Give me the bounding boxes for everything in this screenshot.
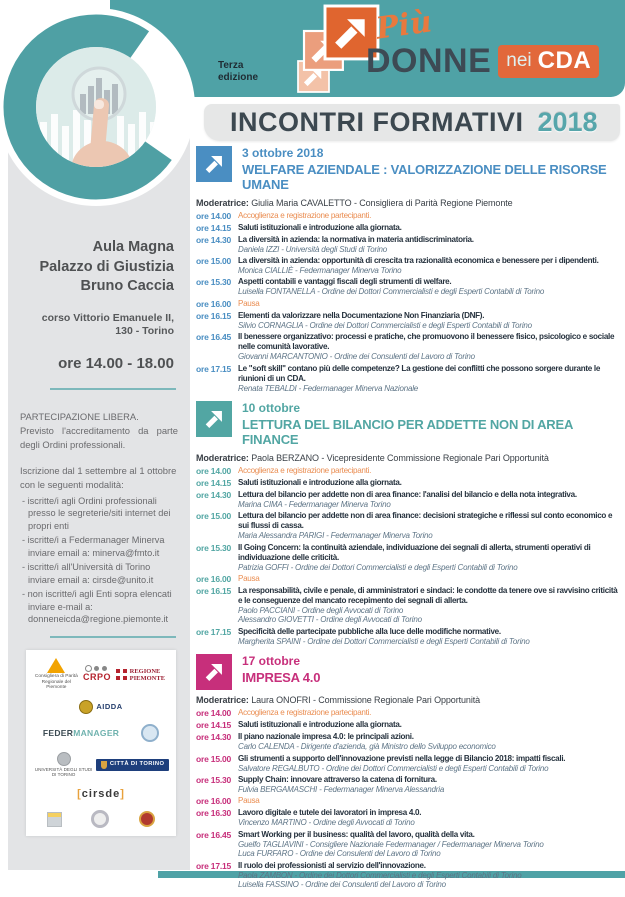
schedule-speakers	[238, 563, 619, 572]
schedule-time: ore 14.00	[196, 465, 232, 476]
schedule-topic: Specificità delle partecipate pubbliche alla luce delle modifiche normative.	[238, 626, 501, 636]
speaker-credit: Daniela IZZI - Università degli Studi di Torino	[238, 244, 388, 254]
speaker-credit: Margherita SPAINI - Ordine dei Dottori Commercialisti e degli Esperti Contabili di Torino	[238, 636, 530, 646]
schedule-time: ore 14.30	[196, 234, 232, 245]
logo-row	[32, 752, 170, 777]
schedule-time: ore 16.30	[196, 808, 232, 819]
session-header	[196, 401, 619, 448]
schedule-speakers	[238, 840, 619, 859]
logo-piu: Più	[373, 4, 434, 47]
speaker-credit: Maria Alessandra PARIGI - Federmanager Minerva Torino	[238, 531, 433, 541]
schedule-topic: Il benessere organizzativo: processi e pratiche, che promuovono il benessere fisico, psicologico e sociale nelle comunità lavorative.	[238, 332, 615, 352]
logo-cirsde-icon: [ cirsde ]	[77, 787, 125, 800]
schedule-row	[196, 574, 619, 584]
schedule-time: ore 16.15	[196, 310, 232, 321]
logo-row	[32, 787, 170, 800]
schedule-time: ore 14.15	[196, 477, 232, 488]
schedule-speakers	[238, 764, 619, 773]
registration-item: - iscritte/i agli Ordini professionali presso le segreterie/siti internet dei propri enti	[20, 495, 178, 534]
address-line: 130 - Torino	[115, 325, 174, 338]
schedule-speakers	[238, 500, 619, 509]
schedule-time: ore 17.15	[196, 363, 232, 374]
logo-unito-icon: UNIVERSITÀ DEGLI STUDI DI TORINO	[33, 752, 95, 777]
schedule-topic: Accoglienza e registrazione partecipanti.	[238, 465, 372, 475]
session-title: IMPRESA 4.0	[242, 670, 321, 686]
moderator-line	[196, 198, 619, 208]
schedule-row	[196, 235, 619, 254]
moderator-line	[196, 695, 619, 705]
schedule-topic: Lavoro digitale e tutele dei lavoratori in impresa 4.0.	[238, 808, 422, 818]
venue-line: Bruno Caccia	[80, 278, 174, 295]
logo-aidda-icon: AIDDA	[79, 700, 122, 714]
schedule-topic: Accoglienza e registrazione partecipanti.	[238, 708, 372, 718]
schedule-topic: Saluti istituzionali e introduzione alla giornata.	[238, 720, 402, 730]
session-date: 3 ottobre 2018	[242, 146, 324, 160]
schedule-topic: Il ruolo dei professionisti al servizio dell'innovazione.	[238, 860, 426, 870]
participation-note	[20, 410, 178, 452]
schedule-speakers	[238, 245, 619, 254]
speaker-credit: Silvio CORNAGLIA - Ordine dei Dottori Commercialisti e degli Esperti Contabili di Torino	[238, 320, 532, 330]
schedule-topic: Saluti istituzionali e introduzione alla giornata.	[238, 222, 402, 232]
speaker-credit: Fulvia BERGAMASCHI - Federmanager Minerva Alessandria	[238, 785, 445, 795]
schedule-time: ore 16.15	[196, 586, 232, 596]
logo-regione-piemonte-icon: REGIONE PIEMONTE	[116, 667, 168, 682]
logo-row	[32, 724, 170, 742]
schedule-topic: Smart Working per il business: qualità del lavoro, qualità della vita.	[238, 829, 475, 839]
speaker-credit: Luisella FASSINO - Ordine dei Consulenti del Lavoro di Torino	[238, 880, 446, 890]
arrow-square-icon	[196, 146, 232, 182]
session-title: WELFARE AZIENDALE : VALORIZZAZIONE DELLE RISORSE UMANE	[242, 161, 607, 192]
speaker-credit: Giovanni MARCANTONIO - Ordine dei Consulenti del Lavoro di Torino	[238, 352, 475, 362]
schedule-row	[196, 277, 619, 296]
touchscreen-chart-image	[0, 2, 200, 219]
schedule-time: ore 16.00	[196, 796, 232, 807]
schedule-time: ore 14.00	[196, 708, 232, 719]
schedule-row	[196, 299, 619, 309]
schedule-row	[196, 478, 619, 488]
page-title: INCONTRI FORMATIVI	[230, 107, 524, 137]
logo-crpo-icon: CRPO	[83, 665, 111, 683]
schedule-row	[196, 332, 619, 361]
speaker-credit: Renata TEBALDI - Federmanager Minerva Nazionale	[238, 383, 419, 393]
moderator-name: Laura ONOFRI - Commissione Regionale Pari Opportunità	[248, 695, 481, 706]
schedule-time: ore 15.30	[196, 277, 232, 288]
session-header	[196, 654, 619, 690]
schedule-topic: Pausa	[238, 298, 260, 308]
logo-citta-torino-icon: CITTÀ DI TORINO	[96, 759, 170, 771]
schedule-topic: Pausa	[238, 574, 260, 583]
schedule-time: ore 17.15	[196, 626, 232, 637]
schedule-speakers	[238, 321, 619, 330]
schedule-row	[196, 223, 619, 233]
schedule-speakers	[238, 384, 619, 393]
registration-list	[20, 495, 178, 627]
logo-donne-cda	[366, 42, 599, 81]
participation-line: PARTECIPAZIONE LIBERA.	[20, 410, 139, 422]
divider	[50, 636, 176, 638]
schedule-speakers	[238, 785, 619, 794]
schedule-topic: Gli strumenti a supporto dell'innovazione previsti nella legge di Bilancio 2018: impatti fiscali.	[238, 753, 566, 763]
speaker-credit: Patrizia GOFFI - Ordine dei Dottori Commercialisti e degli Esperti Contabili di Torino	[238, 562, 518, 572]
schedule-time: ore 15.30	[196, 542, 232, 553]
session-date: 17 ottobre	[242, 654, 301, 669]
schedule-row	[196, 466, 619, 476]
schedule-row	[196, 796, 619, 806]
schedule-time: ore 14.15	[196, 720, 232, 731]
venue-line: Palazzo di Giustizia	[39, 258, 174, 275]
registration-item: - non iscritte/i agli Enti sopra elencati inviare e-mail a: donneneicda@regione.piemonte.it	[20, 588, 178, 627]
moderator-name: Paola BERZANO - Vicepresidente Commissione Regionale Pari Opportunità	[248, 452, 549, 463]
schedule-topic: Supply Chain: innovare attraverso la catena di fornitura.	[238, 775, 437, 785]
schedule-row	[196, 861, 619, 890]
speaker-credit: Marina CIMA - Federmanager Minerva Torino	[238, 499, 391, 509]
session-schedule	[196, 708, 619, 889]
schedule-topic: La diversità in azienda: opportunità di crescita tra razionalità economica e benessere per i dipendenti.	[238, 256, 599, 266]
schedule-time: ore 14.15	[196, 222, 232, 233]
schedule-speakers	[238, 266, 619, 275]
logo-cda: CDA	[537, 47, 592, 74]
schedule-row	[196, 627, 619, 646]
schedule-row	[196, 808, 619, 827]
logo-row	[32, 700, 170, 714]
edition-label: Terza edizione	[218, 60, 259, 83]
registration-item: - iscritte/i all'Università di Torino inviare email a: cirsde@unito.it	[20, 561, 178, 587]
page-title-year: 2018	[537, 107, 598, 137]
schedule-topic: Il Going Concern: la continuità aziendale, individuazione dei segnali di allerta, strumenti operativi di individuazione delle criticità.	[238, 542, 591, 562]
logo-nei: nei	[506, 50, 532, 71]
schedule-time: ore 15.00	[196, 256, 232, 267]
logo-avvocati-icon	[139, 811, 155, 827]
schedule-row	[196, 511, 619, 540]
schedule-speakers	[238, 742, 619, 751]
schedule-row	[196, 708, 619, 718]
schedule-time: ore 16.45	[196, 829, 232, 840]
registration-intro: Iscrizione dal 1 settembre al 1 ottobre con le seguenti modalità:	[20, 465, 177, 491]
schedule-speakers	[238, 818, 619, 827]
schedule-row	[196, 311, 619, 330]
schedule-row	[196, 732, 619, 751]
venue-line: Aula Magna	[92, 239, 174, 255]
speaker-credit: Paola ZAMBON - Ordine dei Dottori Commercialisti e degli Esperti Contabili di Torino	[238, 870, 522, 880]
divider	[50, 388, 176, 390]
schedule-speakers	[238, 606, 619, 625]
schedule-row	[196, 775, 619, 794]
logo-sign-parita-icon: Consigliera di Parità Regionale del Piemonte	[34, 658, 78, 690]
schedule-topic: Il piano nazionale impresa 4.0: le principali azioni.	[238, 732, 414, 742]
session-title: LETTURA DEL BILANCIO PER ADDETTE NON DI AREA FINANCE	[242, 416, 573, 447]
schedule-topic: Elementi da valorizzare nella Documentazione Non Finanziaria (DNF).	[238, 310, 485, 320]
logo-federmanager-icon: FEDER MANAGER	[42, 728, 120, 739]
schedule-time: ore 14.30	[196, 732, 232, 743]
logo-minerva-icon	[141, 724, 159, 742]
speaker-credit: Paolo PACCIANI - Ordine degli Avvocati di Torino	[238, 606, 404, 615]
event-hours: ore 14.00 - 18.00	[58, 354, 174, 372]
session-header	[196, 146, 619, 193]
moderator-label: Moderatrice:	[196, 197, 249, 208]
schedule-row	[196, 543, 619, 572]
session-date: 10 ottobre	[242, 401, 301, 416]
venue	[20, 238, 178, 297]
logo-row	[32, 810, 170, 828]
session-schedule	[196, 466, 619, 646]
schedule-row	[196, 720, 619, 730]
schedule-time: ore 15.00	[196, 753, 232, 764]
schedule-time: ore 16.45	[196, 332, 232, 343]
schedule-speakers	[238, 531, 619, 540]
schedule-topic: La responsabilità, civile e penale, di amministratori e sindaci: le condotte da tenere ove si ravvisino criticità e le conseguenze del mancato recepimento dei segnali di allerta.	[238, 586, 618, 605]
schedule-speakers	[238, 871, 619, 890]
schedule-topic: Le "soft skill" contano più delle competenze? La gestione dei conflitti che possono sorgere durante le riunioni di un CDA.	[238, 363, 601, 383]
schedule-time: ore 15.30	[196, 775, 232, 786]
title-band	[204, 104, 620, 141]
arrow-square-icon	[196, 401, 232, 437]
moderator-line	[196, 453, 619, 463]
schedule-speakers	[238, 352, 619, 361]
schedule-topic: Accoglienza e registrazione partecipanti.	[238, 210, 372, 220]
speaker-credit: Vincenzo MARTINO - Ordine degli Avvocati di Torino	[238, 818, 415, 828]
schedule-topic: Lettura del bilancio per addette non di area finance: decisioni strategiche e riflessi sul conto economico e sui flussi di cassa.	[238, 511, 613, 531]
sessions	[196, 146, 619, 897]
speaker-credit: Monica CIALLIÈ - Federmanager Minerva Torino	[238, 266, 402, 276]
schedule-time: ore 16.00	[196, 574, 232, 584]
schedule-time: ore 16.00	[196, 298, 232, 309]
speaker-credit: Salvatore REGALBUTO - Ordine dei Dottori Commercialisti e degli Esperti Contabili di Torino	[238, 763, 549, 773]
arrow-square-icon	[196, 654, 232, 690]
schedule-time: ore 14.30	[196, 489, 232, 500]
venue-address	[20, 312, 178, 339]
schedule-topic: Lettura del bilancio per addette non di area finance: l'analisi del bilancio e della nota integrativa.	[238, 489, 577, 499]
logo-cda-box	[498, 45, 599, 78]
moderator-label: Moderatrice:	[196, 452, 249, 463]
speaker-credit: Guelfo TAGLIAVINI - Consigliere Nazionale Federmanager / Federmanager Minerva Torino	[238, 839, 544, 849]
schedule-time: ore 15.00	[196, 511, 232, 522]
schedule-row	[196, 830, 619, 859]
schedule-time: ore 14.00	[196, 210, 232, 221]
moderator-label: Moderatrice:	[196, 695, 249, 706]
schedule-row	[196, 490, 619, 509]
logo-consulenti-lavoro-icon	[47, 812, 62, 827]
session-schedule	[196, 211, 619, 393]
speaker-credit: Carlo CALENDA - Dirigente d'azienda, già Ministro dello Sviluppo economico	[238, 742, 496, 752]
schedule-speakers	[238, 637, 619, 646]
moderator-name: Giulia Maria CAVALETTO - Consigliera di Parità Regione Piemonte	[248, 197, 513, 208]
schedule-row	[196, 364, 619, 393]
schedule-speakers	[238, 287, 619, 296]
speaker-credit: Luca FURFARO - Ordine dei Consulenti del Lavoro di Torino	[238, 849, 441, 859]
logo-row	[32, 658, 170, 690]
session-block	[196, 146, 619, 393]
address-line: corso Vittorio Emanuele II,	[41, 311, 174, 324]
logo-donne: DONNE	[366, 42, 492, 80]
schedule-row	[196, 211, 619, 221]
registration-item: - iscritte/i a Federmanager Minerva inviare email a: minerva@fmto.it	[20, 534, 178, 560]
schedule-row	[196, 256, 619, 275]
partner-logos-box	[26, 650, 176, 836]
session-block	[196, 401, 619, 646]
schedule-topic: Pausa	[238, 796, 260, 806]
session-block	[196, 654, 619, 889]
schedule-row	[196, 586, 619, 625]
participation-line: Previsto l'accreditamento da parte degli Ordini professionali.	[20, 425, 178, 451]
schedule-row	[196, 754, 619, 773]
schedule-topic: La diversità in azienda: la normativa in materia antidiscriminatoria.	[238, 234, 474, 244]
schedule-topic: Aspetti contabili e vantaggi fiscali degli strumenti di welfare.	[238, 277, 452, 287]
speaker-credit: Luisella FONTANELLA - Ordine dei Dottori Commercialisti e degli Esperti Contabili di Torino	[238, 287, 545, 297]
speaker-credit: Alessandro GIOVETTI - Ordine degli Avvocati di Torino	[238, 615, 422, 625]
schedule-topic: Saluti istituzionali e introduzione alla giornata.	[238, 477, 402, 487]
schedule-time: ore 17.15	[196, 860, 232, 871]
logo-commercialisti-icon	[91, 810, 109, 828]
